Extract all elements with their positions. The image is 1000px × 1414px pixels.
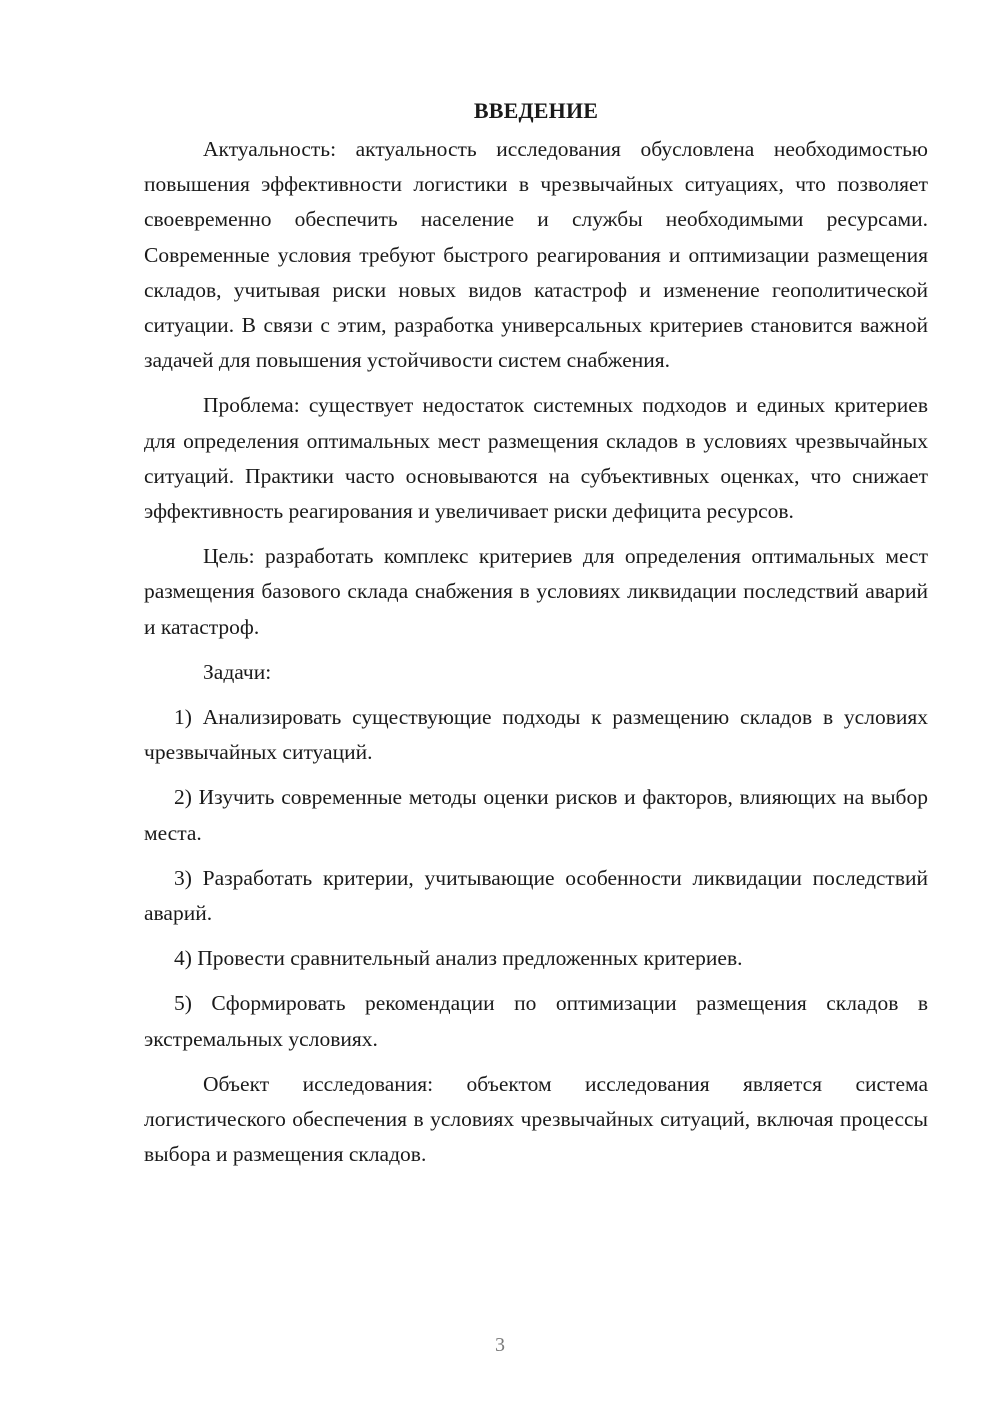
task-item-1: 1) Анализировать существующие подходы к размещению складов в условиях чрезвычайных ситуаций. bbox=[144, 705, 928, 765]
document-page bbox=[144, 96, 928, 1182]
task-item-2: 2) Изучить современные методы оценки рисков и факторов, влияющих на выбор места. bbox=[144, 785, 928, 845]
tasks-heading: Задачи: bbox=[203, 659, 272, 684]
task-item-5: 5) Сформировать рекомендации по оптимизации размещения складов в экстремальных условиях. bbox=[144, 991, 928, 1051]
paragraph-object: Объект исследования: объектом исследования является система логистического обеспечения в условиях чрезвычайных ситуаций, включая процессы выбора и размещения складов. bbox=[144, 1071, 928, 1167]
task-item-3: 3) Разработать критерии, учитывающие особенности ликвидации последствий аварий. bbox=[144, 865, 928, 926]
section-title: ВВЕДЕНИЕ bbox=[473, 98, 599, 123]
task-item-4: 4) Провести сравнительный анализ предложенных критериев. bbox=[174, 946, 743, 971]
paragraph-relevance: Актуальность: актуальность исследования обусловлена необходимостью повышения эффективности логистики в чрезвычайных ситуациях, что позволяет своевременно обеспечить население и службы необходимыми ресурсами. Современные условия требуют быстрого реагирования и оптимизации размещения складов, учитывая риски новых видов катастроф и изменение геополитической ситуации. В связи с этим, разработка универсальных критериев становится важной задачей для повышения устойчивости систем снабжения. bbox=[144, 137, 928, 373]
paragraph-problem: Проблема: существует недостаток системных подходов и единых критериев для определения оптимальных мест размещения складов в условиях чрезвычайных ситуаций. Практики часто основываются на субъективных оценках, что снижает эффективность реагирования и увеличивает риски дефицита ресурсов. bbox=[144, 393, 928, 524]
paragraph-goal: Цель: разработать комплекс критериев для определения оптимальных мест размещения базового склада снабжения в условиях ликвидации последствий аварий и катастроф. bbox=[144, 544, 928, 639]
page-number: 3 bbox=[495, 1334, 505, 1356]
